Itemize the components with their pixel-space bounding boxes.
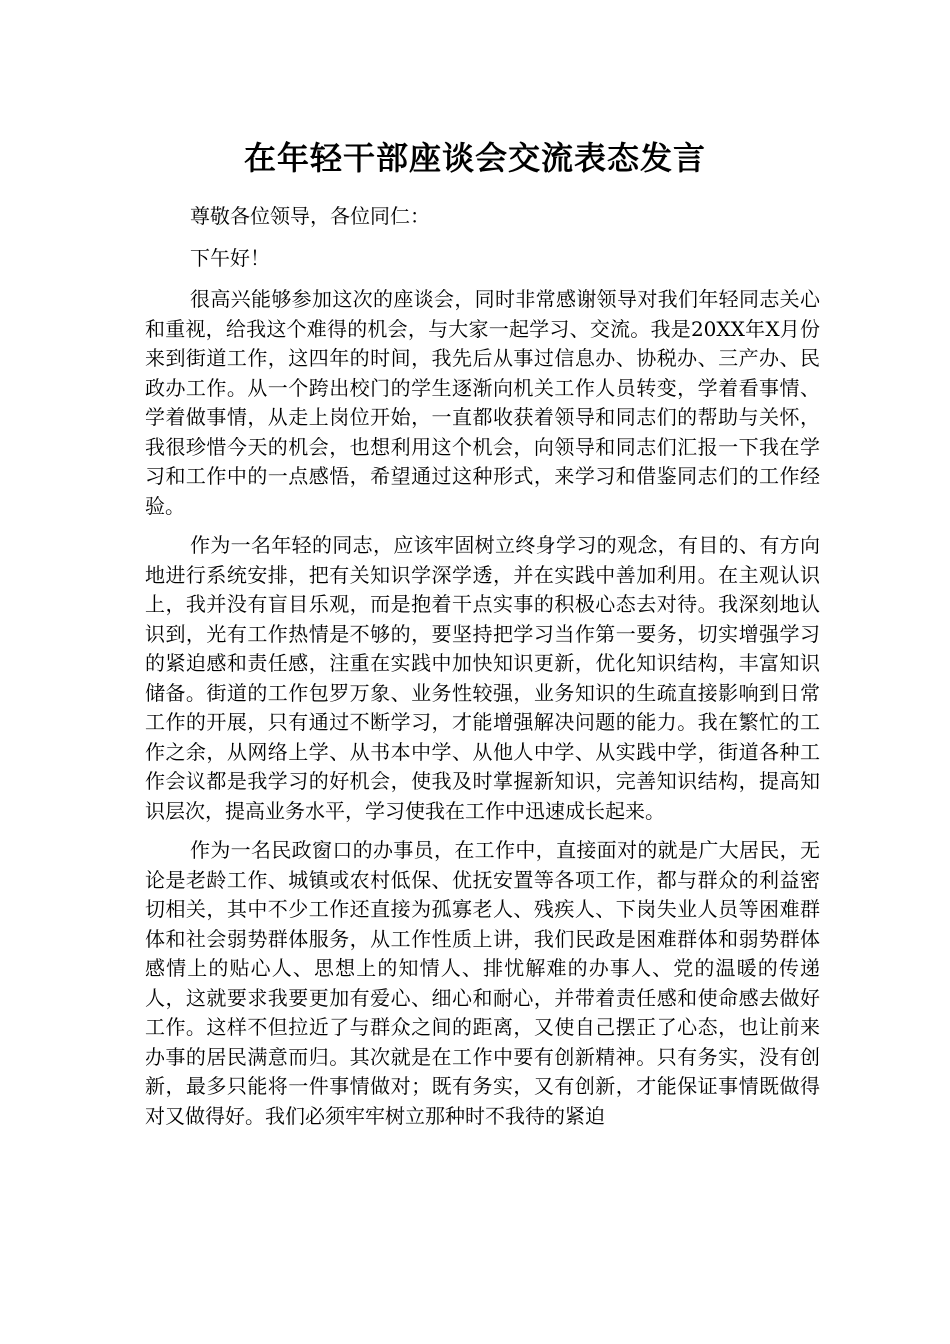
document-body (145, 202, 820, 1141)
paragraph-learning: 作为一名年轻的同志，应该牢固树立终身学习的观念，有目的、有方向地进行系统安排，把有关知识学深学透，并在实践中善加利用。在主观认识上，我并没有盲目乐观，而是抱着干点实事的积极心态去对待。我深刻地认识到，光有工作热情是不够的，要坚持把学习当作第一要务，切实增强学习的紧迫感和责任感，注重在实践中加快知识更新，优化知识结构，丰富知识储备。街道的工作包罗万象、业务性较强，业务知识的生疏直接影响到日常工作的开展，只有通过不断学习，才能增强解决问题的能力。我在繁忙的工作之余，从网络上学、从书本中学、从他人中学、从实践中学，街道各种工作会议都是我学习的好机会，使我及时掌握新知识，完善知识结构，提高知识层次，提高业务水平，学习使我在工作中迅速成长起来。 (145, 533, 820, 823)
greeting: 下午好！ (190, 245, 270, 270)
paragraph-introduction: 很高兴能够参加这次的座谈会，同时非常感谢领导对我们年轻同志关心和重视，给我这个难得的机会，与大家一起学习、交流。我是20XX年X月份来到街道工作，这四年的时间，我先后从事过信息办、协税办、三产办、民政办工作。从一个跨出校门的学生逐渐向机关工作人员转变，学着看事情、学着做事情，从走上岗位开始，一直都收获着领导和同志们的帮助与关怀，我很珍惜今天的机会，也想利用这个机会，向领导和同志们汇报一下我在学习和工作中的一点感悟，希望通过这种形式，来学习和借鉴同志们的工作经验。 (145, 287, 820, 518)
document-title: 在年轻干部座谈会交流表态发言 (243, 139, 706, 177)
paragraph-civil-affairs: 作为一名民政窗口的办事员，在工作中，直接面对的就是广大居民，无论是老龄工作、城镇或农村低保、优抚安置等各项工作，都与群众的利益密切相关，其中不少工作还直接为孤寡老人、残疾人、下岗失业人员等困难群体和社会弱势群体服务，从工作性质上讲，我们民政是困难群体和弱势群体感情上的贴心人、思想上的知情人、排忧解难的办事人、党的温暖的传递人，这就要求我要更加有爱心、细心和耐心，并带着责任感和使命感去做好工作。这样不但拉近了与群众之间的距离，又使自己摆正了心态，也让前来办事的居民满意而归。其次就是在工作中要有创新精神。只有务实，没有创新，最多只能将一件事情做对；既有务实，又有创新，才能保证事情既做得对又做得好。我们必须牢牢树立那种时不我待的紧迫 (145, 838, 820, 1128)
salutation: 尊敬各位领导，各位同仁： (190, 204, 430, 228)
